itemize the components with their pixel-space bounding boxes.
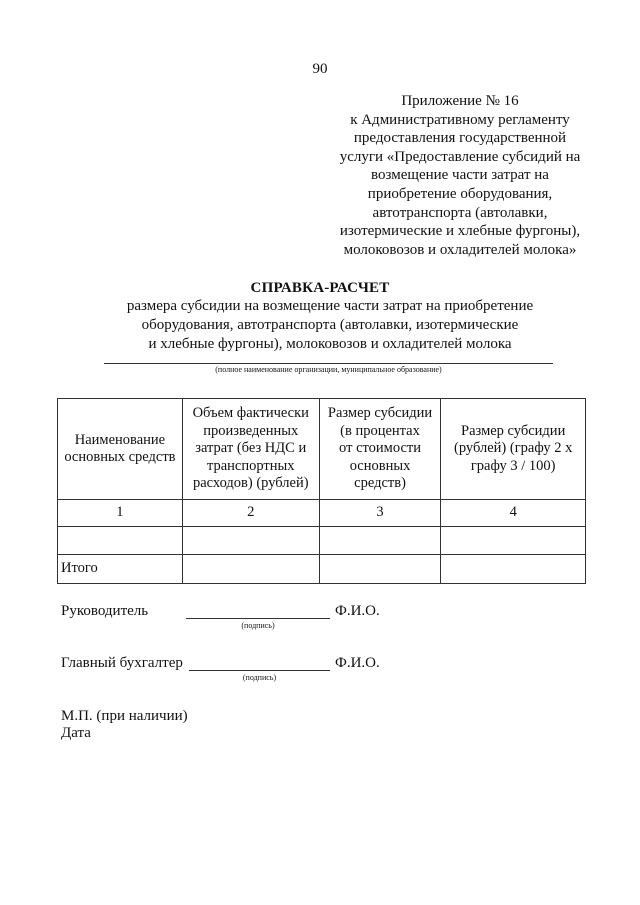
subtitle-line: размера субсидии на возмещение части затрат на приобретение xyxy=(126,298,534,314)
header-cell-amount: Размер субсидии (рублей) (графу 2 х графу 3 / 100) xyxy=(441,399,586,500)
head-fio: Ф.И.О. xyxy=(335,603,380,619)
appendix-line: к Административному регламенту xyxy=(350,111,570,128)
column-number-row xyxy=(58,500,586,527)
column-number: 4 xyxy=(441,500,586,527)
table-header-row xyxy=(58,399,586,500)
accountant-label: Главный бухгалтер xyxy=(61,655,183,671)
table-cell[interactable] xyxy=(182,527,319,555)
organization-caption: (полное наименование организации, муниципальное образование) xyxy=(215,365,442,374)
organization-name-field[interactable] xyxy=(104,363,553,364)
appendix-line: молоковозов и охладителей молока» xyxy=(343,241,577,258)
appendix-block xyxy=(325,92,595,259)
table-cell[interactable] xyxy=(319,555,441,584)
appendix-line: приобретение оборудования, xyxy=(367,185,553,202)
head-label: Руководитель xyxy=(61,603,149,619)
header-cell-name: Наименование основных средств xyxy=(58,399,183,500)
appendix-line: изотермические и хлебные фургоны), xyxy=(339,223,581,240)
column-number: 1 xyxy=(58,500,183,527)
stamp-label: М.П. (при наличии) xyxy=(61,708,188,724)
header-cell-percent: Размер субсидии (в процентах от стоимости основных средств) xyxy=(319,399,441,500)
document-title: СПРАВКА-РАСЧЕТ xyxy=(250,280,390,296)
appendix-line: предоставления государственной xyxy=(353,130,567,147)
head-signature-caption: (подпись) xyxy=(241,621,275,630)
table-cell[interactable] xyxy=(319,527,441,555)
appendix-line: Приложение № 16 xyxy=(401,93,519,109)
total-label: Итого xyxy=(58,555,183,584)
page-number: 90 xyxy=(312,61,328,77)
column-number: 2 xyxy=(182,500,319,527)
accountant-signature-caption: (подпись) xyxy=(242,673,277,682)
table-cell[interactable] xyxy=(58,527,183,555)
table-cell[interactable] xyxy=(182,555,319,584)
calculation-table xyxy=(57,398,586,584)
table-cell[interactable] xyxy=(441,555,586,584)
appendix-line: автотранспорта (автолавки, xyxy=(372,204,548,221)
appendix-line: возмещение части затрат на xyxy=(371,167,549,184)
accountant-fio: Ф.И.О. xyxy=(335,655,380,671)
subtitle-line: оборудования, автотранспорта (автолавки, изотермические xyxy=(141,317,519,333)
accountant-signature-line[interactable] xyxy=(189,670,330,671)
date-label: Дата xyxy=(61,725,91,741)
table-cell[interactable] xyxy=(441,527,586,555)
column-number: 3 xyxy=(319,500,441,527)
total-row xyxy=(58,555,586,584)
appendix-line: услуги «Предоставление субсидий на xyxy=(339,148,581,165)
document-subtitle xyxy=(100,297,560,354)
header-cell-costs: Объем фактически произведенных затрат (без НДС и транспортных расходов) (рублей) xyxy=(182,399,319,500)
footer-block xyxy=(61,708,188,742)
subtitle-line: и хлебные фургоны), молоковозов и охладителей молока xyxy=(148,336,512,352)
table-row xyxy=(58,527,586,555)
head-signature-line[interactable] xyxy=(186,618,330,619)
